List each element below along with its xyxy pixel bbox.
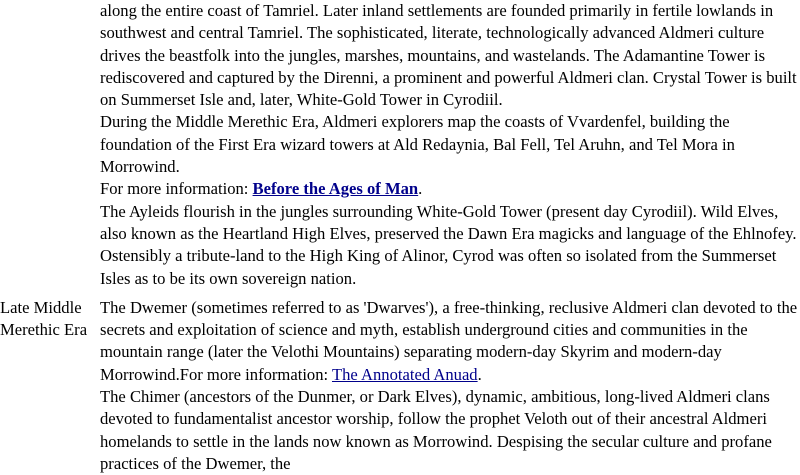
row-spacer (100, 290, 800, 297)
table-row (0, 290, 800, 475)
paragraph-ayleids: The Ayleids flourish in the jungles surrounding White-Gold Tower (present day Cyrodiil). Wild Elves, also known as the Heartland High Elves, preserved the Dawn Era magicks and language of the Ehlnofey. Ostensibly a tribute-land to the High King of Alinor, Cyrod was often so isolated from the Summerset Isles as to be its own sovereign nation. (100, 201, 797, 288)
link-before-the-ages-of-man[interactable]: Before the Ages of Man (252, 179, 419, 199)
dwemer-text-suffix: . (477, 364, 482, 384)
era-label-late-middle-merethic: Late Middle Merethic Era (0, 297, 88, 340)
row-spacer (0, 290, 100, 297)
more-information-prefix: For more information: (100, 179, 253, 199)
paragraph-vvardenfell-explorers: During the Middle Merethic Era, Aldmeri explorers map the coasts of Vvardenfel, building the foundation of the First Era wizard towers at Ald Redaynia, Bal Fell, Tel Aruhn, and Tel Mora in Morrowind. (100, 112, 735, 177)
era-cell-late-middle-merethic (0, 290, 100, 475)
paragraph-merethic-settlements: along the entire coast of Tamriel. Later inland settlements are founded primarily in fertile lowlands in southwest and central Tamriel. The sophisticated, literate, technologically advanced Aldmeri culture drives the beastfolk into the jungles, marshes, mountains, and wastelands. The Adamantine Tower is rediscovered and captured by the Direnni, a prominent and powerful Aldmeri clan. Crystal Tower is built on Summerset Isle and, later, White-Gold Tower in Cyrodiil. (100, 1, 797, 110)
paragraph-chimer: The Chimer (ancestors of the Dunmer, or Dark Elves), dynamic, ambitious, long-lived Aldmeri clans devoted to fundamentalist ancestor worship, follow the prophet Veloth out of their ancestral Aldmeri homelands to settle in the lands now known as Morrowind. Despising the secular culture and profane practices of the Dwemer, the (100, 387, 772, 473)
body-cell (100, 290, 800, 475)
era-cell (0, 0, 100, 290)
dwemer-text: The Dwemer (sometimes referred to as 'Dwarves'), a free-thinking, reclusive Aldmeri clan devoted to the secrets and exploitation of science and myth, establish underground cities and communities in the mountain range (later the Velothi Mountains) separating modern-day Skyrim and modern-day Morrowind.For more information: (100, 297, 798, 384)
more-information-suffix: . (418, 179, 423, 199)
paragraph-more-information-ages-of-man (100, 178, 800, 200)
paragraph-dwemer (100, 297, 800, 386)
link-the-annotated-anuad[interactable]: The Annotated Anuad (331, 364, 478, 384)
body-cell (100, 0, 800, 290)
